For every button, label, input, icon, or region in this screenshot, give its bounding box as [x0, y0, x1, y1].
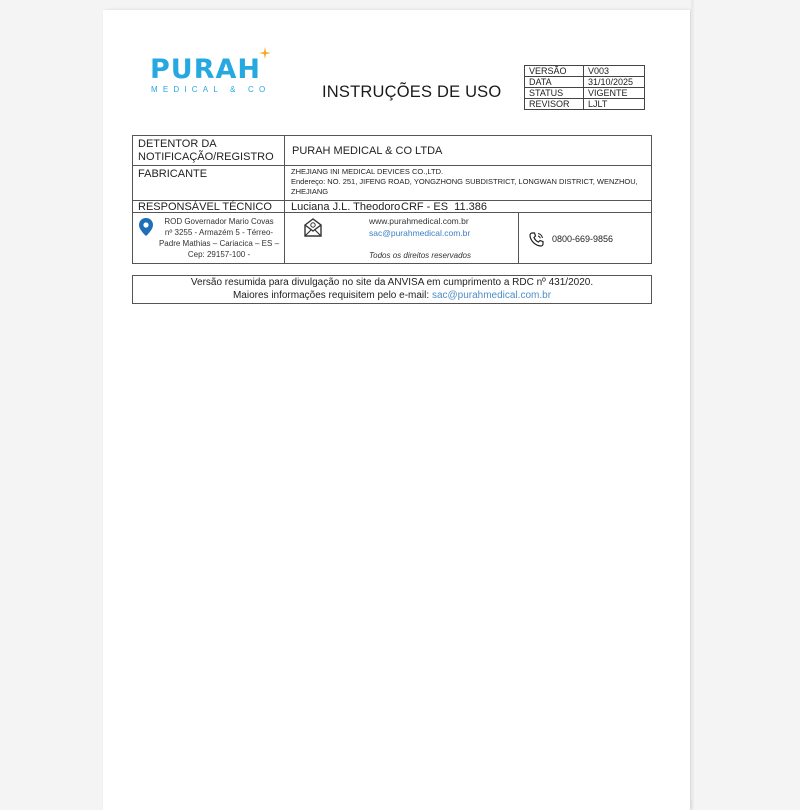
status-value: VIGENTE — [584, 88, 645, 99]
tech-name: Luciana J.L. Theodoro — [291, 201, 401, 213]
email-envelope-icon — [303, 217, 323, 237]
manufacturer-details — [291, 167, 647, 197]
holder-label-line2: NOTIFICAÇÃO/REGISTRO — [138, 151, 274, 163]
table-row — [525, 99, 645, 110]
sparkle-icon — [259, 47, 271, 59]
table-row — [525, 66, 645, 77]
location-pin-icon — [139, 218, 153, 236]
email-link[interactable]: sac@purahmedical.com.br — [369, 228, 471, 238]
divider — [284, 136, 285, 213]
manufacturer-address-line1: Endereço: NO. 251, JIFENG ROAD, YONGZHONG SUBDISTRICT, LONGWAN DISTRICT, WENZHOU, — [291, 177, 638, 186]
website-link[interactable]: www.purahmedical.com.br — [369, 216, 469, 226]
page-edge — [691, 0, 696, 800]
manufacturer-label: FABRICANTE — [138, 168, 208, 180]
notice-line2-text: Maiores informações requisitem pelo e-mail: — [232, 289, 432, 301]
document-page — [103, 10, 690, 810]
date-key: DATA — [525, 77, 584, 88]
notice-line2 — [133, 290, 651, 303]
rights-text: Todos os direitos reservados — [369, 251, 471, 260]
version-key: VERSÃO — [525, 66, 584, 77]
divider — [133, 165, 651, 166]
logo-main-text: PURAH — [150, 54, 261, 85]
tech-crf: CRF - ES 11.386 — [401, 201, 487, 213]
tech-label: RESPONSÁVEL TÉCNICO — [138, 201, 272, 213]
version-table — [524, 65, 645, 110]
divider — [518, 212, 519, 263]
company-logo — [150, 55, 275, 100]
phone-icon — [529, 232, 544, 247]
info-table — [132, 135, 652, 264]
status-key: STATUS — [525, 88, 584, 99]
phone-number: 0800-669-9856 — [552, 234, 614, 244]
holder-value: PURAH MEDICAL & CO LTDA — [292, 145, 443, 157]
address-line4: Cep: 29157-100 - — [187, 250, 251, 259]
address-line2: nº 3255 - Armazém 5 - Térreo- — [164, 228, 274, 237]
address-line1: ROD Governador Mario Covas — [164, 217, 274, 226]
table-row — [525, 88, 645, 99]
manufacturer-name: ZHEJIANG INI MEDICAL DEVICES CO.,LTD. — [291, 167, 444, 176]
manufacturer-address-line2: ZHEJIANG — [291, 187, 329, 196]
version-value: V003 — [584, 66, 645, 77]
notice-box — [132, 275, 652, 304]
company-address — [155, 216, 283, 260]
address-line3: Padre Mathias – Cariacica – ES – — [158, 239, 280, 248]
table-row — [525, 77, 645, 88]
notice-line1: Versão resumida para divulgação no site da ANVISA em cumprimento a RDC nº 431/2020. — [190, 277, 594, 288]
divider — [284, 212, 285, 263]
date-value: 31/10/2025 — [584, 77, 645, 88]
reviewer-value: LJLT — [584, 99, 645, 110]
notice-email-link[interactable]: sac@purahmedical.com.br — [431, 289, 552, 301]
logo-sub-text: MEDICAL & CO — [151, 85, 271, 94]
page-title: INSTRUÇÕES DE USO — [322, 83, 502, 101]
holder-label-line1: DETENTOR DA — [138, 138, 217, 150]
holder-label — [138, 138, 274, 164]
reviewer-key: REVISOR — [525, 99, 584, 110]
